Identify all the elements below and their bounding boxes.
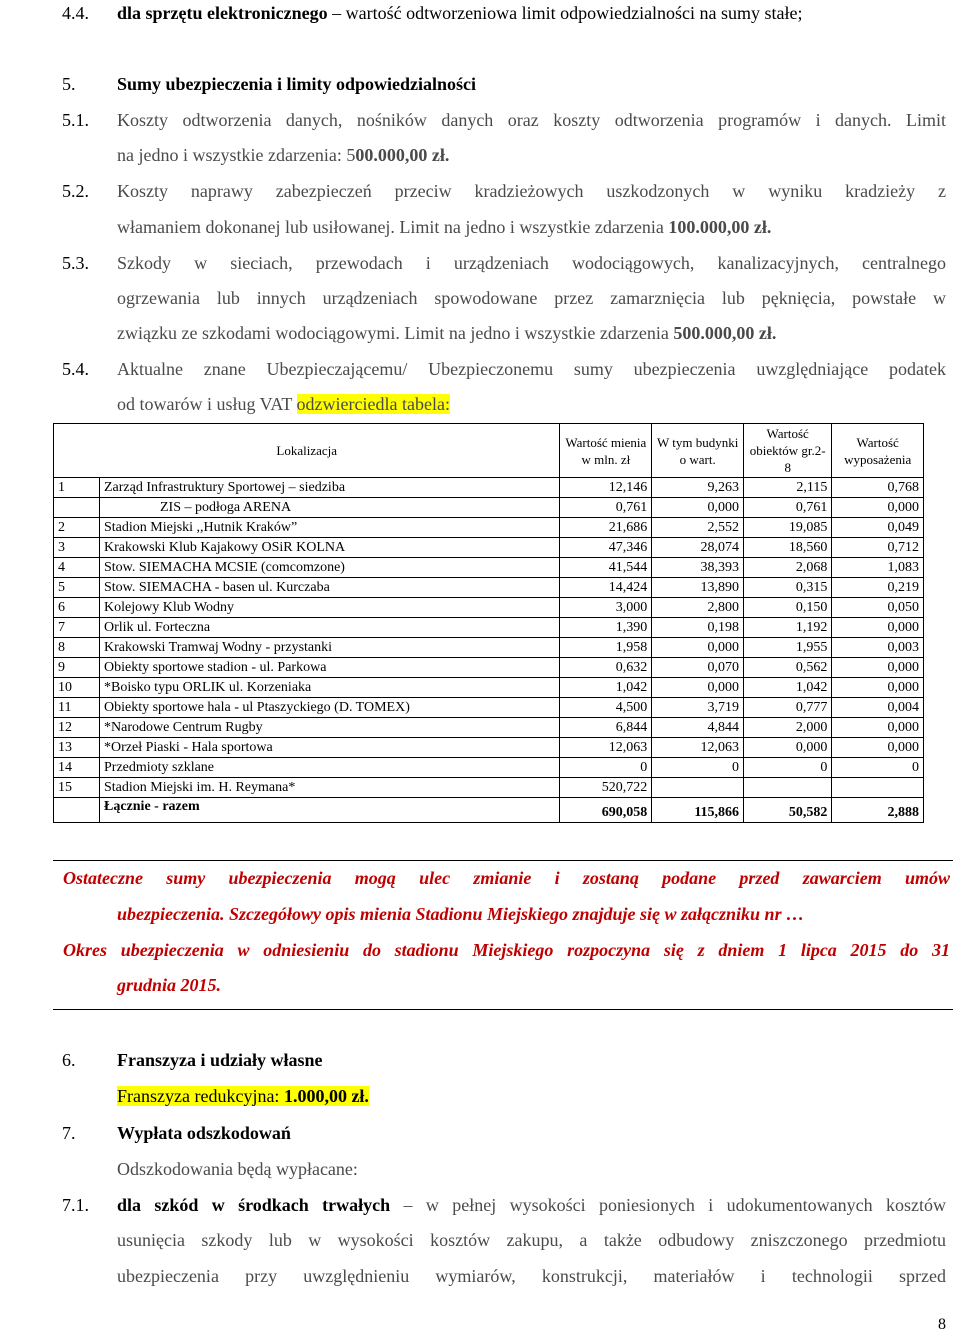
row-value-buildings: 2,800 bbox=[652, 598, 744, 618]
total-value-1: 690,058 bbox=[560, 798, 652, 823]
row-location: *Narodowe Centrum Rugby bbox=[100, 718, 560, 738]
row-value-equipment: 0,712 bbox=[832, 538, 924, 558]
table-row bbox=[54, 618, 924, 638]
table-row bbox=[54, 738, 924, 758]
section-5-3-line3 bbox=[117, 322, 946, 344]
row-value-objects: 1,955 bbox=[744, 638, 832, 658]
row-location: Obiekty sportowe hala - ul Ptaszyckiego (D. TOMEX) bbox=[100, 698, 560, 718]
row-value-buildings: 38,393 bbox=[652, 558, 744, 578]
row-value-total: 520,722 bbox=[560, 778, 652, 798]
row-value-objects: 0,150 bbox=[744, 598, 832, 618]
row-value-objects: 0 bbox=[744, 758, 832, 778]
row-index: 8 bbox=[54, 638, 100, 658]
row-index: 4 bbox=[54, 558, 100, 578]
row-value-objects: 0,761 bbox=[744, 498, 832, 518]
row-value-equipment bbox=[832, 778, 924, 798]
row-value-buildings bbox=[652, 778, 744, 798]
header-value-equipment: Wartość wyposażenia bbox=[832, 424, 924, 478]
table-row bbox=[54, 758, 924, 778]
row-value-equipment: 0,000 bbox=[832, 678, 924, 698]
row-value-objects bbox=[744, 778, 832, 798]
row-value-equipment: 0,049 bbox=[832, 518, 924, 538]
section-5-3-line3-b: 500.000,00 zł. bbox=[673, 323, 777, 343]
table-row bbox=[54, 698, 924, 718]
row-index: 9 bbox=[54, 658, 100, 678]
header-lokalizacja: Lokalizacja bbox=[54, 424, 560, 478]
table-row bbox=[54, 478, 924, 498]
section-6-title bbox=[117, 1049, 946, 1071]
row-value-buildings: 4,844 bbox=[652, 718, 744, 738]
row-index: 6 bbox=[54, 598, 100, 618]
row-value-equipment: 0,000 bbox=[832, 498, 924, 518]
row-value-total: 41,544 bbox=[560, 558, 652, 578]
page-number: 8 bbox=[938, 1316, 946, 1333]
notice-line-3: Okres ubezpieczenia w odniesieniu do stadionu Miejskiego rozpoczyna się z dniem 1 lipca 2015 do 31 bbox=[63, 940, 950, 960]
row-value-total: 4,500 bbox=[560, 698, 652, 718]
franchise-label: Franszyza redukcyjna: bbox=[117, 1086, 284, 1106]
total-label: Łącznie - razem bbox=[100, 798, 560, 823]
table-body bbox=[54, 478, 924, 798]
total-value-4: 2,888 bbox=[832, 798, 924, 823]
table-row bbox=[54, 718, 924, 738]
table-row bbox=[54, 678, 924, 698]
section-5-2-line2-b: 100.000,00 zł. bbox=[668, 217, 772, 237]
section-5-4-line2-a: od towarów i usług VAT bbox=[117, 394, 297, 414]
table-row bbox=[54, 578, 924, 598]
section-5-3-line2: ogrzewania lub innych urządzeniach spowodowane przez zamarznięcia lub pęknięcia, powstałe w bbox=[117, 288, 946, 308]
section-5-1-line2-b: 00.000,00 zł. bbox=[355, 145, 450, 165]
section-7-number: 7. bbox=[62, 1123, 76, 1143]
row-value-equipment: 1,083 bbox=[832, 558, 924, 578]
row-location: Obiekty sportowe stadion - ul. Parkowa bbox=[100, 658, 560, 678]
table-row bbox=[54, 658, 924, 678]
row-value-buildings: 2,552 bbox=[652, 518, 744, 538]
row-index: 5 bbox=[54, 578, 100, 598]
row-index: 14 bbox=[54, 758, 100, 778]
franchise-amount: 1.000,00 zł. bbox=[283, 1086, 369, 1106]
section-7-title-bold: Wypłata odszkodowań bbox=[117, 1123, 291, 1143]
row-value-total: 14,424 bbox=[560, 578, 652, 598]
table-total-row bbox=[54, 798, 924, 823]
section-5-4-number: 5.4. bbox=[62, 359, 89, 379]
row-value-objects: 0,562 bbox=[744, 658, 832, 678]
row-value-objects: 2,068 bbox=[744, 558, 832, 578]
row-value-total: 1,390 bbox=[560, 618, 652, 638]
section-5-1-line2 bbox=[117, 144, 946, 166]
insurance-sums-table bbox=[53, 423, 924, 823]
section-5-1-line1: Koszty odtworzenia danych, nośników danych oraz koszty odtworzenia programów i danych. Limit bbox=[117, 110, 946, 130]
section-5-3-line1: Szkody w sieciach, przewodach i urządzeniach wodociągowych, kanalizacyjnych, centralnego bbox=[117, 253, 946, 273]
row-index: 1 bbox=[54, 478, 100, 498]
row-value-total: 0,761 bbox=[560, 498, 652, 518]
total-value-2: 115,866 bbox=[652, 798, 744, 823]
row-value-objects: 18,560 bbox=[744, 538, 832, 558]
table-row bbox=[54, 498, 924, 518]
row-value-equipment: 0,219 bbox=[832, 578, 924, 598]
row-location: Stow. SIEMACHA MCSIE (comcomzone) bbox=[100, 558, 560, 578]
table-row bbox=[54, 558, 924, 578]
row-value-equipment: 0,003 bbox=[832, 638, 924, 658]
row-value-objects: 0,777 bbox=[744, 698, 832, 718]
row-index: 13 bbox=[54, 738, 100, 758]
row-value-equipment: 0,050 bbox=[832, 598, 924, 618]
row-value-buildings: 0,070 bbox=[652, 658, 744, 678]
row-value-total: 47,346 bbox=[560, 538, 652, 558]
row-value-total: 6,844 bbox=[560, 718, 652, 738]
row-value-buildings: 0,198 bbox=[652, 618, 744, 638]
row-location: *Orzeł Piaski - Hala sportowa bbox=[100, 738, 560, 758]
table-header-row bbox=[54, 424, 924, 478]
row-value-equipment: 0,000 bbox=[832, 618, 924, 638]
header-value-objects: Wartość obiektów gr.2-8 bbox=[744, 424, 832, 478]
row-index: 11 bbox=[54, 698, 100, 718]
row-index: 12 bbox=[54, 718, 100, 738]
section-5-2-line1: Koszty naprawy zabezpieczeń przeciw kradzieżowych uszkodzonych w wyniku kradzieży z bbox=[117, 181, 946, 201]
section-4-4-bold: dla sprzętu elektronicznego bbox=[117, 3, 328, 23]
section-6-title-bold: Franszyza i udziały własne bbox=[117, 1050, 323, 1070]
row-location: Przedmioty szklane bbox=[100, 758, 560, 778]
row-value-objects: 0,000 bbox=[744, 738, 832, 758]
section-7-title bbox=[117, 1122, 946, 1144]
row-index: 2 bbox=[54, 518, 100, 538]
row-value-objects: 0,315 bbox=[744, 578, 832, 598]
row-value-buildings: 13,890 bbox=[652, 578, 744, 598]
row-location: Krakowski Tramwaj Wodny - przystanki bbox=[100, 638, 560, 658]
section-5-3-line3-a: związku ze szkodami wodociągowymi. Limit na jedno i wszystkie zdarzenia bbox=[117, 323, 674, 343]
table-row bbox=[54, 598, 924, 618]
section-6-franchise bbox=[117, 1085, 946, 1107]
row-value-buildings: 12,063 bbox=[652, 738, 744, 758]
row-value-equipment: 0,000 bbox=[832, 738, 924, 758]
row-location: Stadion Miejski im. H. Reymana* bbox=[100, 778, 560, 798]
row-value-equipment: 0,000 bbox=[832, 658, 924, 678]
notice-line-4: grudnia 2015. bbox=[117, 975, 222, 995]
section-5-3-number: 5.3. bbox=[62, 253, 89, 273]
section-7-1-line1-rest: – w pełnej wysokości poniesionych i udokumentowanych kosztów bbox=[390, 1195, 946, 1215]
table-row bbox=[54, 638, 924, 658]
row-location: Stow. SIEMACHA - basen ul. Kurczaba bbox=[100, 578, 560, 598]
row-value-total: 1,958 bbox=[560, 638, 652, 658]
row-index: 15 bbox=[54, 778, 100, 798]
section-5-title bbox=[117, 73, 946, 95]
franchise-highlight bbox=[117, 1086, 369, 1106]
notice-line-1: Ostateczne sumy ubezpieczenia mogą ulec zmianie i zostaną podane przed zawarciem umów bbox=[63, 868, 950, 888]
row-value-total: 12,146 bbox=[560, 478, 652, 498]
section-4-4-rest: – wartość odtworzeniowa limit odpowiedzialności na sumy stałe; bbox=[327, 3, 803, 23]
row-value-total: 0,632 bbox=[560, 658, 652, 678]
section-5-2-line2-a: włamaniem dokonanej lub usiłowanej. Limit na jedno i wszystkie zdarzenia bbox=[117, 217, 669, 237]
section-5-4-line1: Aktualne znane Ubezpieczającemu/ Ubezpieczonemu sumy ubezpieczenia uwzględniające podatek bbox=[117, 359, 946, 379]
section-7-sub: Odszkodowania będą wypłacane: bbox=[117, 1159, 358, 1179]
row-location: Kolejowy Klub Wodny bbox=[100, 598, 560, 618]
header-value-buildings: W tym budynki o wart. bbox=[652, 424, 744, 478]
row-value-objects: 1,192 bbox=[744, 618, 832, 638]
section-5-4-highlight: odzwierciedla tabela: bbox=[296, 394, 450, 414]
row-location: Orlik ul. Forteczna bbox=[100, 618, 560, 638]
row-index: 7 bbox=[54, 618, 100, 638]
row-location: Zarząd Infrastruktury Sportowej – siedziba bbox=[100, 478, 560, 498]
row-value-buildings: 0 bbox=[652, 758, 744, 778]
row-value-equipment: 0,768 bbox=[832, 478, 924, 498]
row-index bbox=[54, 498, 100, 518]
row-location: Krakowski Klub Kajakowy OSiR KOLNA bbox=[100, 538, 560, 558]
row-value-buildings: 0,000 bbox=[652, 678, 744, 698]
row-value-buildings: 28,074 bbox=[652, 538, 744, 558]
row-value-buildings: 0,000 bbox=[652, 498, 744, 518]
table-row bbox=[54, 518, 924, 538]
section-7-1-number: 7.1. bbox=[62, 1195, 89, 1215]
row-value-objects: 1,042 bbox=[744, 678, 832, 698]
row-value-equipment: 0,004 bbox=[832, 698, 924, 718]
section-5-2-number: 5.2. bbox=[62, 181, 89, 201]
row-value-buildings: 3,719 bbox=[652, 698, 744, 718]
section-7-1-line3: ubezpieczenia przy uwzględnieniu wymiarów, konstrukcji, materiałów i technologii sprzed bbox=[117, 1266, 946, 1286]
table-row bbox=[54, 538, 924, 558]
row-value-equipment: 0,000 bbox=[832, 718, 924, 738]
section-5-1-line2-a: na jedno i wszystkie zdarzenia: 5 bbox=[117, 145, 356, 165]
row-index: 3 bbox=[54, 538, 100, 558]
row-value-objects: 2,000 bbox=[744, 718, 832, 738]
section-7-1-line1 bbox=[117, 1194, 946, 1216]
row-index: 10 bbox=[54, 678, 100, 698]
row-location: ZIS – podłoga ARENA bbox=[100, 498, 560, 518]
total-value-3: 50,582 bbox=[744, 798, 832, 823]
header-value-total: Wartość mienia w mln. zł bbox=[560, 424, 652, 478]
section-4-4-number: 4.4. bbox=[62, 3, 89, 23]
total-idx-cell bbox=[54, 798, 100, 823]
row-location: *Boisko typu ORLIK ul. Korzeniaka bbox=[100, 678, 560, 698]
notice-line-2: ubezpieczenia. Szczegółowy opis mienia Stadionu Miejskiego znajduje się w załączniku nr … bbox=[117, 904, 805, 924]
section-5-2-line2 bbox=[117, 216, 946, 238]
row-value-buildings: 0,000 bbox=[652, 638, 744, 658]
row-value-total: 12,063 bbox=[560, 738, 652, 758]
row-value-equipment: 0 bbox=[832, 758, 924, 778]
row-value-buildings: 9,263 bbox=[652, 478, 744, 498]
row-value-objects: 2,115 bbox=[744, 478, 832, 498]
row-value-total: 3,000 bbox=[560, 598, 652, 618]
row-value-total: 1,042 bbox=[560, 678, 652, 698]
row-value-total: 0 bbox=[560, 758, 652, 778]
row-value-total: 21,686 bbox=[560, 518, 652, 538]
section-4-4-text bbox=[117, 2, 946, 24]
row-location: Stadion Miejski ,,Hutnik Kraków” bbox=[100, 518, 560, 538]
section-6-number: 6. bbox=[62, 1050, 76, 1070]
section-7-1-bold: dla szkód w środkach trwałych bbox=[117, 1195, 391, 1215]
section-5-1-number: 5.1. bbox=[62, 110, 89, 130]
table-row bbox=[54, 778, 924, 798]
section-5-number: 5. bbox=[62, 74, 76, 94]
section-7-1-line2: usunięcia szkody lub w wysokości kosztów zakupu, a także odbudowy zniszczonego przedmiotu bbox=[117, 1230, 946, 1250]
section-5-title-bold: Sumy ubezpieczenia i limity odpowiedzialności bbox=[117, 74, 477, 94]
row-value-objects: 19,085 bbox=[744, 518, 832, 538]
section-5-4-line2 bbox=[117, 393, 946, 415]
